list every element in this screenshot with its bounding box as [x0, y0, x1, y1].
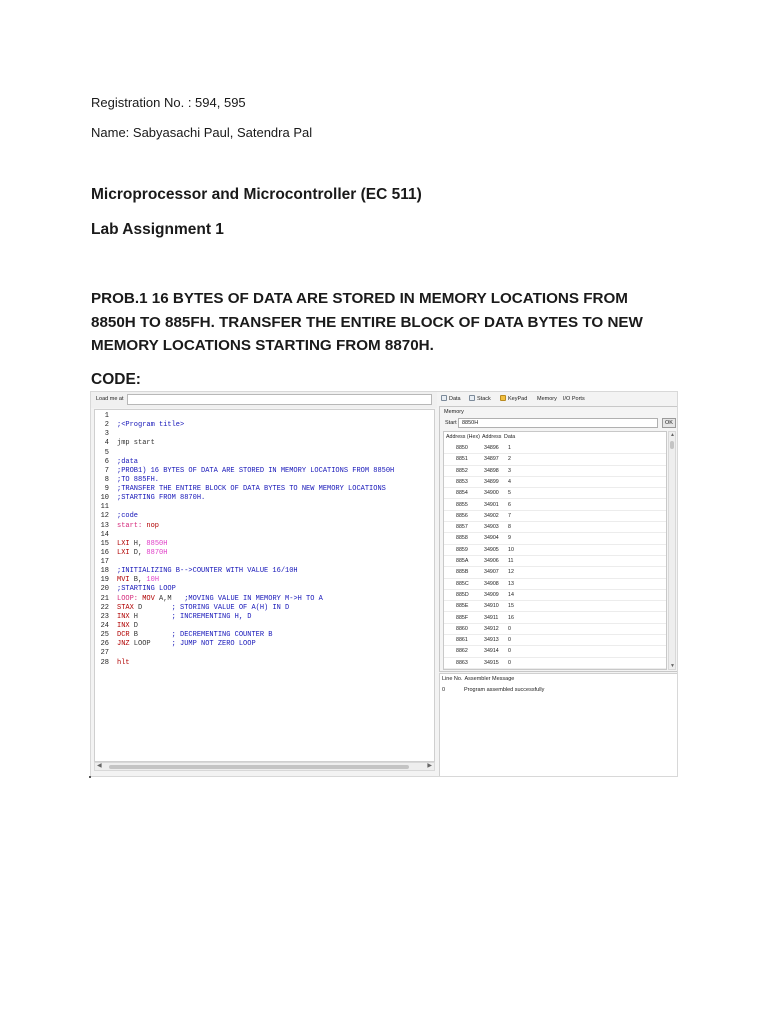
- line-number: 6: [104, 457, 109, 466]
- cell-address-hex: 8854: [456, 490, 468, 497]
- assembler-message-row: [442, 687, 544, 693]
- line-text: [117, 549, 167, 558]
- cell-address-hex: 8850: [456, 445, 468, 451]
- stack-icon: [469, 395, 475, 401]
- line-text: [117, 439, 155, 448]
- cell-address: 34910: [484, 603, 499, 610]
- message-text: Program assembled successfully: [464, 687, 545, 693]
- cell-address: 34908: [484, 580, 499, 587]
- line-text: [117, 595, 323, 604]
- code-token: ;PROB1) 16 BYTES OF DATA ARE STORED IN MEMORY LOCATIONS FROM 8850H: [117, 466, 395, 475]
- name-line: Name: Sabyasachi Paul, Satendra Pal: [91, 125, 313, 140]
- cell-data: 12: [508, 569, 514, 576]
- cell-data: 15: [508, 603, 514, 610]
- cell-address: 34906: [484, 558, 499, 564]
- line-text: [117, 522, 159, 531]
- cell-address: 34900: [484, 490, 499, 497]
- line-text: [117, 613, 251, 622]
- line-number: 13: [100, 521, 109, 530]
- cell-address: 34904: [484, 535, 499, 542]
- line-number: 28: [100, 658, 109, 667]
- line-number: 19: [100, 576, 109, 585]
- table-row[interactable]: [444, 466, 667, 477]
- cell-data: 16: [508, 614, 514, 621]
- cell-address: 34901: [484, 501, 499, 508]
- line-text: [117, 604, 289, 613]
- code-line: [95, 430, 109, 439]
- cell-address: 34915: [484, 659, 499, 666]
- tab-data[interactable]: Data: [441, 394, 461, 404]
- message-line-no: 0: [442, 687, 446, 693]
- code-token: LOOP:: [117, 594, 143, 603]
- line-number: 4: [104, 439, 109, 448]
- line-number: 12: [100, 512, 109, 521]
- code-line: [95, 466, 395, 476]
- code-token: hlt: [117, 658, 130, 667]
- code-heading: CODE:: [91, 371, 141, 388]
- code-line: [95, 475, 160, 485]
- line-number: 3: [104, 430, 109, 439]
- table-row[interactable]: [444, 635, 667, 646]
- cell-address-hex: 8852: [456, 467, 468, 474]
- column-header-data: Data: [504, 434, 516, 440]
- tab-stack[interactable]: Stack: [469, 394, 491, 404]
- load-address-bar: [91, 392, 437, 408]
- code-line: [95, 631, 273, 640]
- table-row[interactable]: [444, 579, 667, 590]
- table-row[interactable]: [444, 454, 667, 465]
- code-token: B: [129, 631, 172, 640]
- code-token: ; INCREMENTING H, D: [171, 612, 252, 621]
- code-token: D,: [129, 548, 147, 557]
- line-number: 5: [104, 448, 109, 457]
- cell-data: 11: [508, 558, 514, 564]
- data-icon: [441, 395, 447, 401]
- cell-data: 7: [508, 512, 511, 519]
- scroll-thumb[interactable]: [670, 441, 674, 449]
- table-row[interactable]: [444, 533, 667, 544]
- code-line: [95, 621, 139, 631]
- cell-address: 34898: [484, 467, 499, 474]
- table-row[interactable]: [444, 477, 667, 488]
- cell-data: 3: [508, 467, 511, 474]
- problem-statement: PROB.1 16 BYTES OF DATA ARE STORED IN MEMORY LOCATIONS FROM 8850H TO 885FH. TRANSFER THE ENTIRE BLOCK OF DATA BYTES TO NEW MEMORY LOCATIONS STARTING FROM 8870H.: [91, 290, 643, 354]
- assembler-message-header: Assembler Message: [464, 676, 515, 682]
- code-token: ; JUMP NOT ZERO LOOP: [171, 640, 256, 649]
- cell-address-hex: 8859: [456, 546, 468, 553]
- keypad-icon: [500, 395, 506, 401]
- cell-data: 0: [508, 648, 511, 655]
- cell-address-hex: 8863: [456, 659, 468, 666]
- line-number: 17: [100, 558, 109, 567]
- code-area[interactable]: [94, 409, 435, 762]
- horizontal-scrollbar[interactable]: [94, 762, 435, 771]
- cell-address: 34909: [484, 591, 499, 598]
- cell-address-hex: 8856: [456, 512, 468, 519]
- cell-address: 34903: [484, 524, 499, 531]
- code-token: ;<Program title>: [117, 421, 185, 430]
- line-no-header: Line No.: [442, 676, 463, 682]
- cell-address-hex: 885E: [456, 603, 469, 610]
- line-text: [117, 458, 138, 467]
- code-token: 8850H: [146, 539, 168, 548]
- line-number: 27: [100, 649, 109, 658]
- table-row[interactable]: [444, 511, 667, 522]
- code-line: [95, 612, 252, 622]
- code-token: ;TRANSFER THE ENTIRE BLOCK OF DATA BYTES TO NEW MEMORY LOCATIONS: [117, 485, 386, 494]
- table-row[interactable]: [444, 646, 667, 657]
- code-token: MOV: [142, 594, 155, 603]
- code-token: ;MOVING VALUE IN MEMORY M->H TO A: [184, 594, 323, 603]
- code-token: H: [129, 612, 172, 621]
- line-text: [117, 485, 386, 494]
- line-number: 26: [100, 640, 109, 649]
- code-token: jmp start: [117, 439, 155, 448]
- cell-data: 4: [508, 478, 511, 485]
- cell-address-hex: 8851: [456, 456, 468, 463]
- table-row[interactable]: [444, 545, 667, 556]
- simulator-screenshot: [90, 391, 678, 777]
- code-line: [95, 594, 323, 604]
- code-token: LOOP: [129, 640, 172, 649]
- code-line: [95, 421, 185, 430]
- memory-label: Memory: [444, 409, 464, 415]
- cell-data: 5: [508, 490, 511, 497]
- line-number: 21: [100, 594, 109, 603]
- scroll-up-icon[interactable]: ▲: [670, 432, 675, 438]
- course-title: Microprocessor and Microcontroller (EC 511): [91, 186, 422, 203]
- code-token: ;STARTING LOOP: [117, 585, 176, 594]
- column-header-address-hex: Address (Hex): [446, 434, 480, 440]
- table-row[interactable]: [444, 567, 667, 578]
- cell-address-hex: 885A: [456, 558, 469, 564]
- code-line: [95, 649, 109, 658]
- code-token: ;data: [117, 457, 139, 466]
- cell-data: 14: [508, 591, 514, 598]
- table-row[interactable]: [444, 443, 667, 454]
- line-number: 11: [100, 503, 109, 512]
- code-token: 10H: [146, 576, 160, 585]
- cell-address-hex: 8858: [456, 535, 468, 542]
- memory-group: [439, 406, 678, 672]
- cell-address: 34914: [484, 648, 499, 655]
- table-row[interactable]: [444, 613, 667, 624]
- code-token: LXI: [117, 539, 130, 548]
- cell-address-hex: 885B: [456, 569, 469, 576]
- cell-data: 6: [508, 501, 511, 508]
- code-token: INX: [117, 612, 130, 621]
- line-number: 2: [104, 421, 109, 430]
- scroll-left-icon[interactable]: ◀: [97, 763, 102, 769]
- cell-data: 2: [508, 456, 511, 463]
- line-text: [117, 640, 256, 649]
- line-text: [117, 512, 138, 521]
- line-text: [117, 576, 159, 585]
- code-line: [95, 485, 386, 494]
- cell-data: 8: [508, 524, 511, 531]
- memory-table: [443, 431, 667, 670]
- cell-address-hex: 885D: [456, 591, 469, 598]
- code-token: H,: [129, 539, 147, 548]
- code-line: [95, 521, 160, 531]
- code-line: [95, 439, 155, 448]
- cell-data: 10: [508, 546, 514, 553]
- line-number: 25: [100, 631, 109, 640]
- line-text: [117, 476, 159, 485]
- line-number: 10: [100, 494, 109, 503]
- code-token: start:: [117, 521, 147, 530]
- line-text: [117, 467, 394, 476]
- line-text: [117, 585, 176, 594]
- line-number: 24: [100, 621, 109, 630]
- side-panel: [439, 392, 678, 777]
- load-address-label: Load me at: [96, 396, 124, 402]
- line-text: [117, 659, 130, 668]
- cell-address: 34912: [484, 625, 499, 632]
- cell-data: 0: [508, 625, 511, 632]
- line-number: 20: [100, 585, 109, 594]
- cell-data: 0: [508, 637, 511, 644]
- cell-address: 34913: [484, 637, 499, 644]
- code-token: 8870H: [146, 548, 168, 557]
- cell-data: 0: [508, 659, 511, 666]
- table-row[interactable]: [444, 556, 667, 567]
- code-token: B,: [129, 576, 147, 585]
- line-number: 18: [100, 567, 109, 576]
- cell-address: 34902: [484, 512, 499, 519]
- code-line: [95, 539, 168, 549]
- cell-address-hex: 8862: [456, 648, 468, 655]
- cell-address: 34899: [484, 478, 499, 485]
- line-text: [117, 622, 138, 631]
- scroll-down-icon[interactable]: ▼: [670, 663, 675, 669]
- code-token: INX: [117, 621, 130, 630]
- code-line: [95, 512, 139, 521]
- cell-address-hex: 8861: [456, 637, 468, 644]
- line-number: 8: [104, 475, 109, 484]
- table-row[interactable]: [444, 658, 667, 669]
- line-text: [117, 494, 205, 503]
- cell-address-hex: 885F: [456, 614, 469, 621]
- tab-io-ports[interactable]: I/O Ports: [563, 396, 585, 402]
- load-address-input[interactable]: [127, 394, 432, 405]
- line-number: 14: [100, 530, 109, 539]
- scroll-right-icon[interactable]: ▶: [427, 763, 432, 769]
- assembler-header: [442, 676, 516, 682]
- code-token: D: [133, 603, 172, 612]
- code-token: D: [129, 621, 139, 630]
- line-number: 9: [104, 485, 109, 494]
- code-token: A,M: [154, 594, 185, 603]
- scroll-thumb[interactable]: [109, 765, 409, 769]
- code-line: [95, 640, 256, 649]
- line-number: 16: [100, 548, 109, 557]
- code-line: [95, 457, 139, 467]
- code-line: [95, 531, 109, 540]
- code-token: LXI: [117, 548, 130, 557]
- line-number: 23: [100, 612, 109, 621]
- cell-data: 1: [508, 445, 511, 451]
- table-row[interactable]: [444, 624, 667, 635]
- code-editor-pane: [91, 392, 437, 777]
- cell-address-hex: 8853: [456, 478, 468, 485]
- start-address-input[interactable]: 8850H: [458, 418, 658, 428]
- vertical-scrollbar[interactable]: [668, 431, 676, 670]
- code-line: [95, 658, 130, 668]
- code-token: nop: [146, 521, 160, 530]
- code-token: JNZ: [117, 640, 130, 649]
- code-line: [95, 449, 109, 458]
- code-token: ; DECREMENTING COUNTER B: [171, 631, 273, 640]
- line-text: [117, 631, 272, 640]
- code-line: [95, 603, 290, 613]
- cell-address: 34896: [484, 445, 499, 451]
- cell-address-hex: 8857: [456, 524, 468, 531]
- cell-address: 34911: [484, 614, 499, 621]
- code-line: [95, 548, 168, 558]
- ok-button[interactable]: OK: [662, 418, 676, 428]
- line-text: [117, 421, 184, 430]
- line-text: [117, 540, 167, 549]
- start-label: Start: [445, 420, 457, 426]
- column-header-address: Address: [482, 434, 502, 440]
- line-number: 1: [104, 412, 109, 420]
- table-row[interactable]: [444, 590, 667, 601]
- cell-data: 9: [508, 535, 511, 542]
- table-row[interactable]: [444, 522, 667, 533]
- code-token: ;STARTING FROM 8870H.: [117, 494, 206, 503]
- code-line: [95, 412, 109, 421]
- code-line: [95, 585, 176, 594]
- code-token: ;code: [117, 512, 139, 521]
- code-token: ;INITIALIZING B-->COUNTER WITH VALUE 16/10H: [117, 567, 298, 576]
- code-token: ;TO 885FH.: [117, 475, 160, 484]
- cell-address-hex: 8855: [456, 501, 468, 508]
- cell-address: 34897: [484, 456, 499, 463]
- code-token: DCR: [117, 631, 130, 640]
- code-line: [95, 576, 160, 585]
- code-line: [95, 558, 109, 567]
- table-row[interactable]: [444, 488, 667, 499]
- code-token: MVI: [117, 576, 130, 585]
- tab-keypad[interactable]: KeyPad: [500, 394, 527, 404]
- cell-address: 34905: [484, 546, 499, 553]
- code-line: [95, 567, 298, 576]
- cell-address-hex: 885C: [456, 580, 469, 587]
- line-number: 15: [100, 539, 109, 548]
- cell-address: 34907: [484, 569, 499, 576]
- code-token: ; STORING VALUE OF A(H) IN D: [171, 603, 290, 612]
- assembler-message-box: [439, 673, 678, 777]
- line-number: 22: [100, 603, 109, 612]
- registration-line: Registration No. : 594, 595: [91, 95, 246, 110]
- code-token: STAX: [117, 603, 134, 612]
- line-text: [117, 567, 298, 576]
- table-row[interactable]: [444, 601, 667, 612]
- line-number: 7: [104, 466, 109, 475]
- cell-address-hex: 8860: [456, 625, 468, 632]
- panel-tabs: [439, 392, 678, 406]
- tab-memory[interactable]: Memory: [537, 396, 557, 402]
- page-mark: [89, 776, 91, 778]
- code-line: [95, 503, 109, 512]
- code-line: [95, 494, 206, 503]
- lab-title: Lab Assignment 1: [91, 221, 224, 238]
- table-row[interactable]: [444, 500, 667, 511]
- cell-data: 13: [508, 580, 514, 587]
